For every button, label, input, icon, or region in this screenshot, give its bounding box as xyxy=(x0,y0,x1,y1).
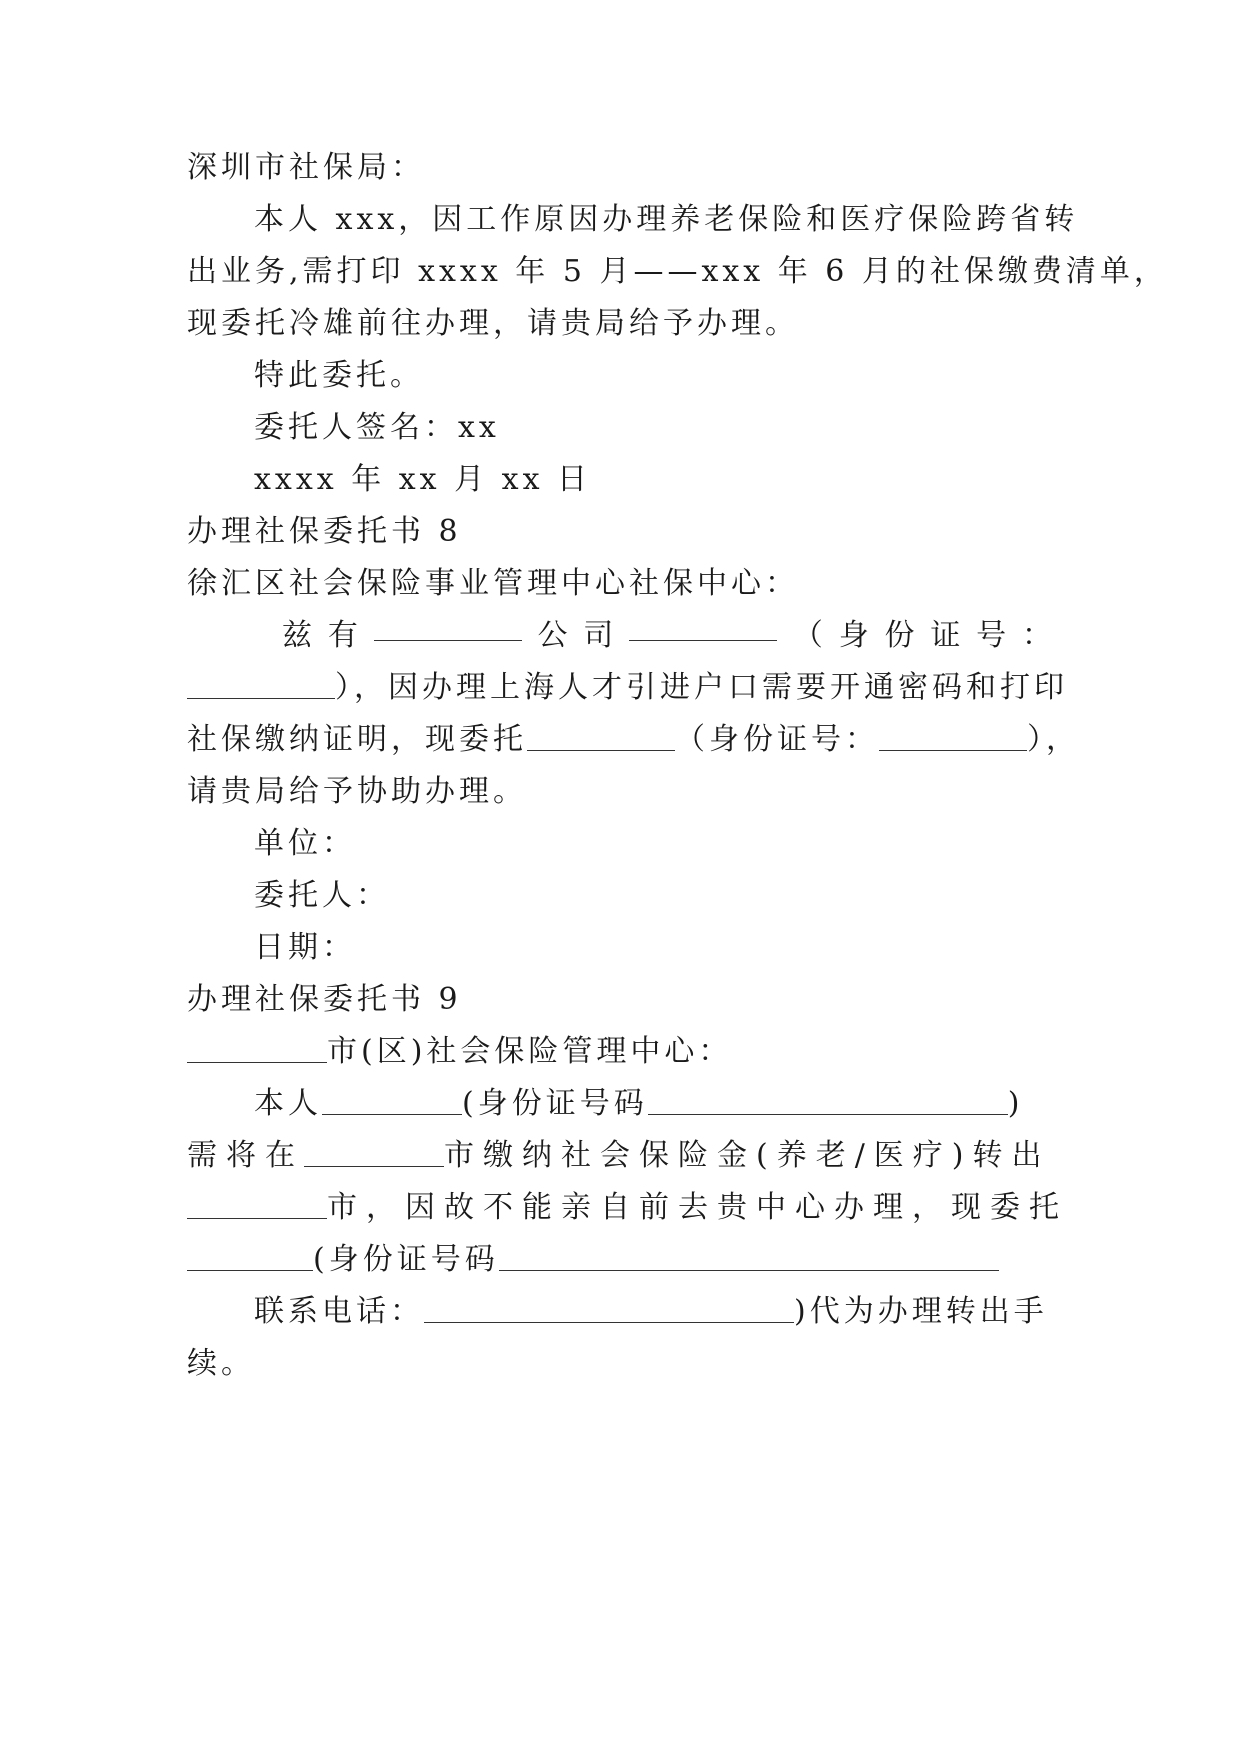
id-number-blank xyxy=(187,664,335,699)
name-blank xyxy=(322,1080,462,1115)
letter3-line1-b: (身份证号码 xyxy=(462,1086,648,1121)
letter2-word: ： xyxy=(1021,618,1052,653)
letter3-line3 xyxy=(187,1178,1087,1238)
letter1-signature: 委托人签名：xx xyxy=(254,410,500,445)
letter2-line3-b: （身份证号： xyxy=(675,722,879,757)
letter3-line1-c: ) xyxy=(1007,1086,1024,1121)
letter2-word: 有 xyxy=(327,618,358,653)
letter1-body-line2: 出业务,需打印 xxxx 年 5 月——xxx 年 6 月的社保缴费清单， xyxy=(187,254,1168,289)
letter3-line2 xyxy=(187,1126,1087,1186)
letter1-date: xxxx 年 xx 月 xx 日 xyxy=(254,462,592,497)
origin-city-blank xyxy=(304,1132,444,1167)
letter1-body-line3: 现委托冷雄前往办理，请贵局给予办理。 xyxy=(187,306,799,341)
letter1-salutation: 深圳市社保局： xyxy=(187,150,425,185)
letter3-line2-b: 市缴纳社会保险金(养老/医疗)转出 xyxy=(444,1138,1051,1173)
letter2-line1 xyxy=(282,606,1052,666)
letter1-closing: 特此委托。 xyxy=(254,358,424,393)
id-number-blank xyxy=(648,1080,1008,1115)
letter2-word: 号 xyxy=(976,618,1007,653)
letter2-line3-a: 社保缴纳证明，现委托 xyxy=(187,722,527,757)
letter2-word: 公 xyxy=(537,618,568,653)
delegate-id-blank xyxy=(879,716,1027,751)
letter2-word: 兹 xyxy=(282,618,312,653)
letter3-line1-a: 本人 xyxy=(254,1086,322,1121)
letter2-word: 身 xyxy=(838,618,869,653)
letter2-word: （ xyxy=(792,618,823,653)
letter3-line1 xyxy=(254,1074,1154,1134)
letter3-salutation-text: 市(区)社会保险管理中心： xyxy=(327,1034,733,1069)
letter3-line4 xyxy=(187,1230,1087,1290)
letter2-date: 日期： xyxy=(254,930,356,965)
letter2-line4: 请贵局给予协助办理。 xyxy=(187,774,527,809)
letter2-title: 办理社保委托书 8 xyxy=(187,514,462,549)
letter3-line6: 续。 xyxy=(187,1346,255,1381)
letter3-line4-text: (身份证号码 xyxy=(313,1242,499,1277)
letter3-line5-b: )代为办理转出手 xyxy=(794,1294,1048,1329)
delegate-id-blank xyxy=(499,1236,999,1271)
letter2-word: 证 xyxy=(930,618,961,653)
letter3-line5-a: 联系电话： xyxy=(254,1294,424,1329)
city-blank xyxy=(187,1028,327,1063)
phone-blank xyxy=(424,1288,794,1323)
company-blank xyxy=(374,606,522,641)
letter3-line3-text: 市，因故不能亲自前去贵中心办理，现委托 xyxy=(327,1190,1068,1225)
letter3-line5 xyxy=(254,1282,1154,1342)
letter2-line3 xyxy=(187,710,1087,770)
company-name-blank xyxy=(629,606,777,641)
letter2-line2-text: ），因办理上海人才引进户口需要开通密码和打印 xyxy=(335,670,1068,705)
letter3-title: 办理社保委托书 9 xyxy=(187,982,462,1017)
letter2-salutation: 徐汇区社会保险事业管理中心社保中心： xyxy=(187,566,799,601)
letter2-line3-c: ）， xyxy=(1027,722,1080,757)
letter2-principal: 委托人： xyxy=(254,878,390,913)
letter2-word: 司 xyxy=(583,618,614,653)
destination-city-blank xyxy=(187,1184,327,1219)
letter2-word: 份 xyxy=(884,618,915,653)
letter3-line2-a: 需将在 xyxy=(187,1138,304,1173)
letter3-salutation xyxy=(187,1022,1087,1082)
letter2-unit: 单位： xyxy=(254,826,356,861)
delegate-blank xyxy=(187,1236,313,1271)
delegate-blank xyxy=(527,716,675,751)
letter2-line2 xyxy=(187,658,1087,718)
letter1-body-line1: 本人 xxx，因工作原因办理养老保险和医疗保险跨省转 xyxy=(254,202,1079,237)
